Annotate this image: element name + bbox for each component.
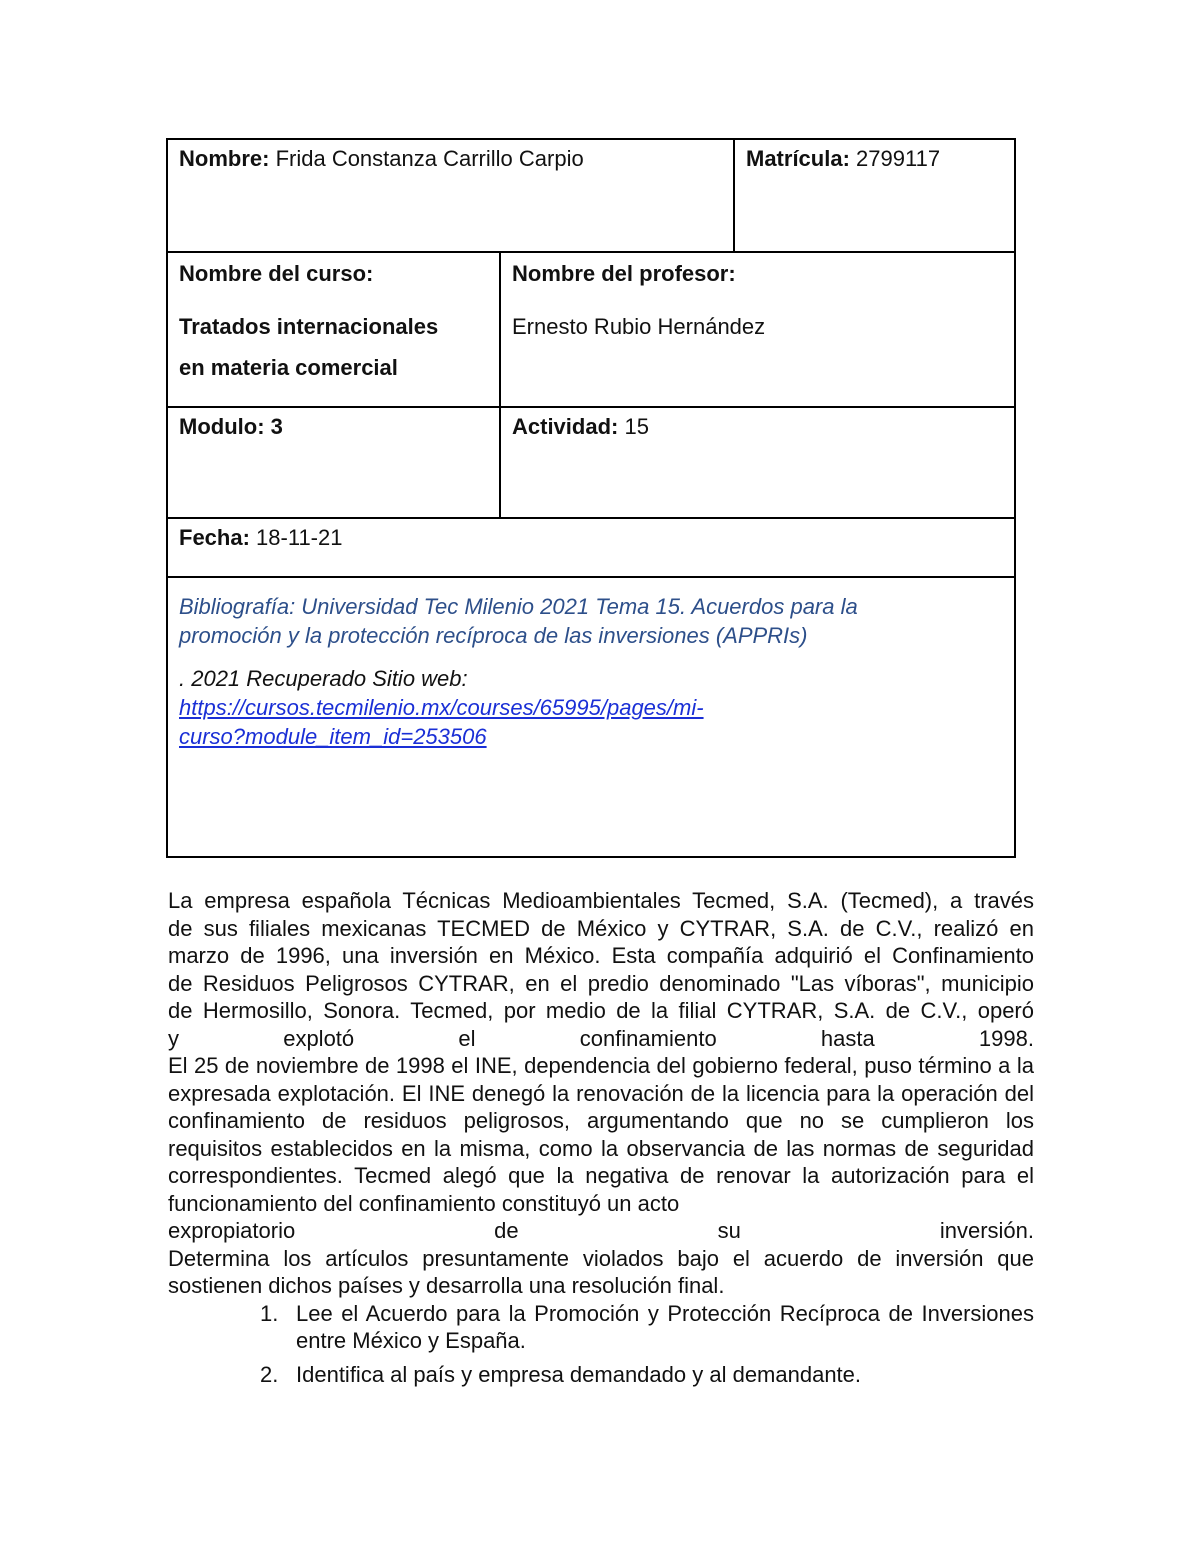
cell-profesor <box>499 251 1016 408</box>
paragraph-ine-last-line: expropiatorio de su inversión. <box>168 1218 1034 1243</box>
list-item-number: 1. <box>260 1300 279 1326</box>
cell-nombre <box>166 138 735 253</box>
paragraph-ine: El 25 de noviembre de 1998 el INE, dependencia del gobierno federal, puso término a la expresada explotación. El INE denegó la renovación de la licencia para la operación del confinamiento de residuos peligrosos, argumentando que no se cumplieron los requisitos establecidos en la misma, como la observancia de las normas de seguridad correspondientes. Tecmed alegó que la negativa de renovar la autorización para el funcionamiento del confinamiento constituyó un acto <box>168 1053 1034 1216</box>
cell-matricula <box>733 138 1016 253</box>
intro-line: La empresa española Técnicas Medioambientales Tecmed, S.A. (Tecmed), a través <box>168 888 1034 913</box>
cover-table <box>166 138 1016 858</box>
modulo-label: Modulo: 3 <box>179 414 283 439</box>
paragraph-instructions: Determina los artículos presuntamente violados bajo el acuerdo de inversión que sostienen dichos países y desarrolla una resolución final. <box>168 1245 1034 1298</box>
intro-line: de Hermosillo, Sonora. Tecmed, por medio de la filial CYTRAR, S.A. de C.V., operó <box>168 998 1034 1023</box>
bibliografia-line2: promoción y la protección recíproca de las inversiones (APPRIs) <box>179 623 808 648</box>
fecha-label: Fecha: <box>179 525 250 550</box>
profesor-value: Ernesto Rubio Hernández <box>512 314 766 339</box>
intro-line: y explotó el confinamiento hasta 1998. <box>168 1025 1034 1051</box>
cell-modulo <box>166 406 501 519</box>
source-link-line1[interactable]: https://cursos.tecmilenio.mx/courses/65995/pages/mi- <box>179 695 704 720</box>
task-list <box>168 1300 1034 1389</box>
list-item-number: 2. <box>260 1361 279 1387</box>
assignment-body <box>168 887 1034 1388</box>
bibliografia-line3: . 2021 Recuperado Sitio web: <box>179 666 468 691</box>
cell-fecha <box>166 517 1016 578</box>
nombre-value: Frida Constanza Carrillo Carpio <box>275 146 584 171</box>
source-link-line2[interactable]: curso?module_item_id=253506 <box>179 724 487 749</box>
intro-line: de Residuos Peligrosos CYTRAR, en el predio denominado "Las víboras", municipio <box>168 970 1034 996</box>
intro-line: de sus filiales mexicanas TECMED de México y CYTRAR, S.A. de C.V., realizó en <box>168 915 1034 941</box>
matricula-label: Matrícula: <box>746 146 850 171</box>
cell-bibliografia <box>166 576 1016 858</box>
intro-line: marzo de 1996, una inversión en México. Esta compañía adquirió el Confinamiento <box>168 943 1034 968</box>
actividad-label: Actividad: <box>512 414 619 439</box>
paragraph-intro <box>168 887 1034 1052</box>
list-item-text: Identifica al país y empresa demandado y al demandante. <box>296 1361 862 1387</box>
curso-value-line2: en materia comercial <box>179 355 398 380</box>
bibliografia-line1: Bibliografía: Universidad Tec Milenio 2021 Tema 15. Acuerdos para la <box>179 594 858 619</box>
cell-actividad <box>499 406 1016 519</box>
list-item <box>168 1300 1034 1355</box>
matricula-value: 2799117 <box>856 146 941 171</box>
list-item-text: Lee el Acuerdo para la Promoción y Protección Recíproca de Inversiones entre México y España. <box>296 1300 1034 1353</box>
profesor-label: Nombre del profesor: <box>512 261 736 286</box>
curso-label: Nombre del curso: <box>179 261 374 286</box>
list-item <box>168 1361 1034 1389</box>
actividad-value: 15 <box>624 414 649 439</box>
nombre-label: Nombre: <box>179 146 270 171</box>
curso-value-line1: Tratados internacionales <box>179 314 439 339</box>
fecha-value: 18-11-21 <box>256 525 343 550</box>
cell-curso <box>166 251 501 408</box>
